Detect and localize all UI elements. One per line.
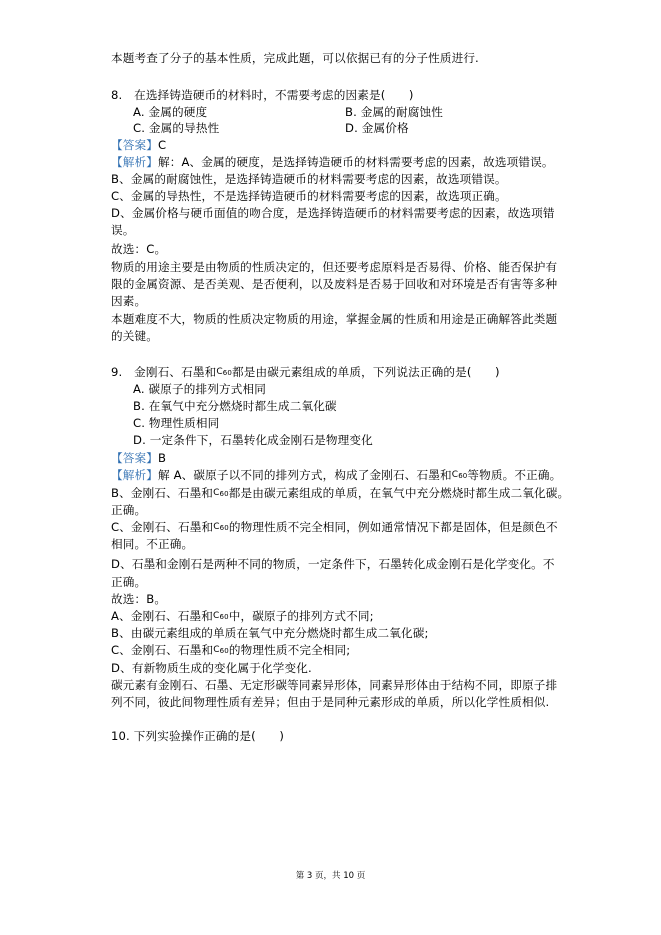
analysis-text: 的物理性质不完全相同，例如通常情况下都是固体，但是颜色不 [228,520,558,534]
q9-analysis-line [111,642,350,659]
q9-answer [111,450,166,466]
q8-answer [111,137,166,153]
q8-analysis-line: 误。 [111,223,135,237]
c-letter: C [213,611,220,621]
page-footer: 第 3 页，共 10 页 [295,871,366,881]
q8-analysis-line: C、金属的导热性，不是选择铸造硬币的材料需要考虑的因素，故选项正确。 [111,189,507,203]
c-letter: C [213,645,220,655]
c60-symbol [213,645,229,655]
analysis-text: C、金刚石、石墨和 [111,643,214,657]
q8-analysis-line: 本题难度不大，物质的性质决定物质的用途，掌握金属的性质和用途是正确解答此类题 [111,312,558,326]
answer-value: B [157,451,167,465]
q9-analysis-line [111,519,558,536]
analysis-text: 解：A、金属的硬度，是选择铸造硬币的材料需要考虑的因素，故选项错误。 [157,155,554,169]
analysis-text: C、金刚石、石墨和 [111,520,214,534]
q9-analysis-line: D、石墨和金刚石是两种不同的物质，一定条件下，石墨转化成金刚石是化学变化。不 [111,557,555,571]
answer-value: C [157,138,167,152]
q8-analysis-line: 物质的用途主要是由物质的性质决定的，但还要考虑原料是否易得、价格、能否保护有 [111,260,558,274]
c60-symbol [452,470,468,480]
q9-option-d: D. 一定条件下，石墨转化成金刚石是物理变化 [133,433,373,447]
c-subscript: 60 [219,613,229,621]
q8-analysis-line: 因素。 [111,294,147,308]
q9-analysis-line [111,485,569,502]
q9-option-b: B. 在氧气中充分燃烧时都生成二氧化碳 [133,399,337,413]
c-subscript: 60 [219,490,229,498]
c60-symbol [213,522,229,532]
q8-analysis-line: D、金属价格与硬币面值的吻合度，是选择铸造硬币的材料需要考虑的因素，故选项错 [111,206,555,220]
q9-option-c: C. 物理性质相同 [133,416,220,430]
analysis-text: 中，碳原子的排列方式不同; [228,609,374,623]
q8-option-c: C. 金属的导热性 [133,121,220,135]
q10-stem: 10. 下列实验操作正确的是( ) [111,729,284,743]
analysis-text: 的物理性质不完全相同; [228,643,351,657]
q9-analysis-line: B、由碳元素组成的单质在氧气中充分燃烧时都生成二氧化碳; [111,626,429,640]
analysis-tag: 【解析】 [111,468,158,482]
c-subscript: 60 [219,524,229,532]
analysis-text: A、金刚石、石墨和 [111,609,214,623]
q8-option-d: D. 金属价格 [345,121,409,135]
q9-analysis-line: 故选：B。 [111,592,167,606]
answer-tag: 【答案】 [111,451,158,465]
answer-tag: 【答案】 [111,138,158,152]
analysis-text: 等物质。不正确。 [467,468,562,482]
c-letter: C [451,470,459,480]
q8-stem: 8. 在选择铸造硬币的材料时，不需要考虑的因素是( ) [111,88,414,102]
c-letter: C [216,367,223,377]
c-subscript: 60 [458,472,468,480]
q9-analysis-line: 正确。 [111,503,147,517]
q9-analysis-line [111,467,561,484]
c60-symbol [216,367,232,377]
q8-analysis-line: B、金属的耐腐蚀性，是选择铸造硬币的材料需要考虑的因素，故选项错误。 [111,172,507,186]
q8-analysis-line: 的关键。 [111,329,158,343]
q8-analysis-line [111,154,554,170]
q9-analysis-line: D、有新物质生成的变化属于化学变化. [111,661,312,675]
q9-analysis-line: 碳元素有金刚石、石墨、无定形碳等同素异形体，同素异形体由于结构不同，即原子排 [111,678,558,692]
q9-option-a: A. 碳原子的排列方式相同 [133,382,266,396]
q8-option-a: A. 金属的硬度 [133,105,208,119]
stem-text: 9. 金刚石、石墨和 [111,365,217,379]
analysis-text: B、金刚石、石墨和 [111,486,214,500]
c-letter: C [213,522,220,532]
c60-symbol [213,488,229,498]
q9-analysis-line: 相同。不正确。 [111,537,194,551]
q8-analysis-line: 限的金属资源、是否美观、是否便利，以及废料是否易于回收和对环境是否有害等多种 [111,277,558,291]
analysis-text: 解 A、碳原子以不同的排列方式，构成了金刚石、石墨和 [157,468,452,482]
q9-stem [111,364,500,381]
q9-analysis-line [111,608,374,625]
q9-analysis-line: 列不同，彼此间物理性质有差异；但由于是同种元素形成的单质，所以化学性质相似. [111,695,550,709]
q8-analysis-line: 故选：C。 [111,242,167,256]
analysis-text: 都是由碳元素组成的单质，在氧气中充分燃烧时都生成二氧化碳。 [228,486,570,500]
c-subscript: 60 [222,369,232,377]
stem-text: 都是由碳元素组成的单质，下列说法正确的是( ) [231,365,500,379]
c60-symbol [213,611,229,621]
q8-option-b: B. 金属的耐腐蚀性 [345,105,443,119]
c-letter: C [213,488,220,498]
q9-analysis-line: 正确。 [111,575,147,589]
analysis-tag: 【解析】 [111,155,158,169]
q7-conclusion: 本题考查了分子的基本性质，完成此题，可以依据已有的分子性质进行. [111,51,479,65]
c-subscript: 60 [219,647,229,655]
